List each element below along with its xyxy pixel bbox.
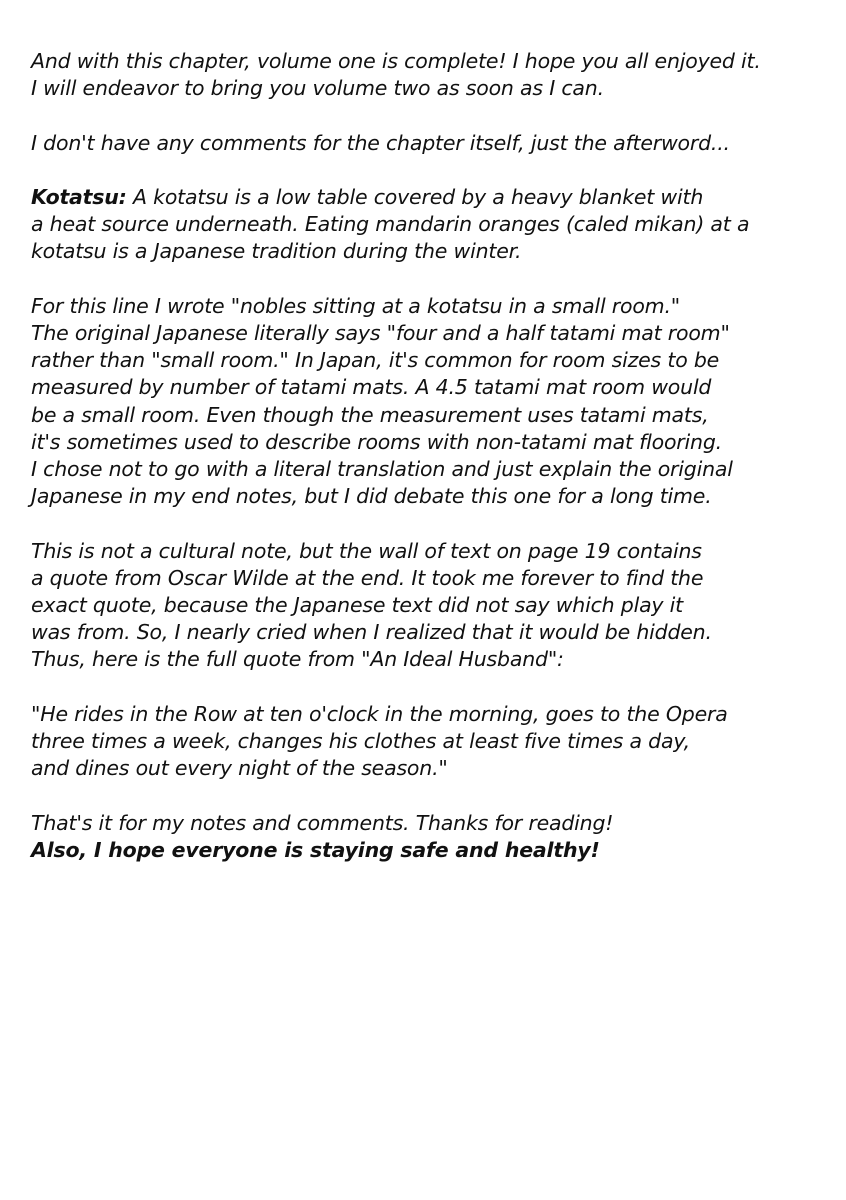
wilde-quote-paragraph xyxy=(31,701,821,783)
text-line: measured by number of tatami mats. A 4.5 tatami mat room would xyxy=(31,375,712,400)
text-line: I chose not to go with a literal translation and just explain the original xyxy=(31,457,733,481)
intro-paragraph xyxy=(31,48,821,102)
text-line: exact quote, because the Japanese text did not say which play it xyxy=(31,593,684,617)
text-line: a quote from Oscar Wilde at the end. It took me forever to find the xyxy=(31,565,704,590)
text-line: rather than "small room." In Japan, it's common for room sizes to be xyxy=(31,348,720,373)
text-line: was from. So, I nearly cried when I realized that it would be hidden. xyxy=(31,620,712,645)
closing-paragraph xyxy=(31,810,821,864)
closing-bold-line: Also, I hope everyone is staying safe and healthy! xyxy=(31,837,600,862)
text-line: I don't have any comments for the chapter itself, just the afterword... xyxy=(31,130,730,155)
text-line: be a small room. Even though the measurement uses tatami mats, xyxy=(31,402,709,427)
text-line: and dines out every night of the season." xyxy=(31,756,448,781)
text-line: And with this chapter, volume one is complete! I hope you all enjoyed it. xyxy=(31,49,761,73)
no-comments-paragraph xyxy=(31,130,821,157)
text-line: I will endeavor to bring you volume two as soon as I can. xyxy=(31,76,604,101)
text-line: it's sometimes used to describe rooms with non-tatami mat flooring. xyxy=(31,429,722,454)
kotatsu-term: Kotatsu: xyxy=(31,184,127,209)
text-line xyxy=(31,184,821,211)
afterword-page xyxy=(31,48,821,891)
kotatsu-definition-start: A kotatsu is a low table covered by a heavy blanket with xyxy=(126,184,704,209)
text-line: Japanese in my end notes, but I did debate this one for a long time. xyxy=(31,484,712,509)
text-line: kotatsu is a Japanese tradition during the winter. xyxy=(31,239,522,264)
text-line: "He rides in the Row at ten o'clock in the morning, goes to the Opera xyxy=(31,701,728,726)
text-line: This is not a cultural note, but the wall of text on page 19 contains xyxy=(31,538,702,563)
text-line: a heat source underneath. Eating mandarin oranges (caled mikan) at a xyxy=(31,212,750,237)
text-line: The original Japanese literally says "four and a half tatami mat room" xyxy=(31,320,730,345)
text-line: That's it for my notes and comments. Thanks for reading! xyxy=(31,810,614,835)
text-line: Thus, here is the full quote from "An Ideal Husband": xyxy=(31,647,564,672)
wilde-note-paragraph xyxy=(31,538,821,674)
tatami-note-paragraph xyxy=(31,293,821,511)
text-line: For this line I wrote "nobles sitting at a kotatsu in a small room." xyxy=(31,293,680,318)
text-line: three times a week, changes his clothes at least five times a day, xyxy=(31,729,690,753)
kotatsu-note-paragraph xyxy=(31,184,821,266)
